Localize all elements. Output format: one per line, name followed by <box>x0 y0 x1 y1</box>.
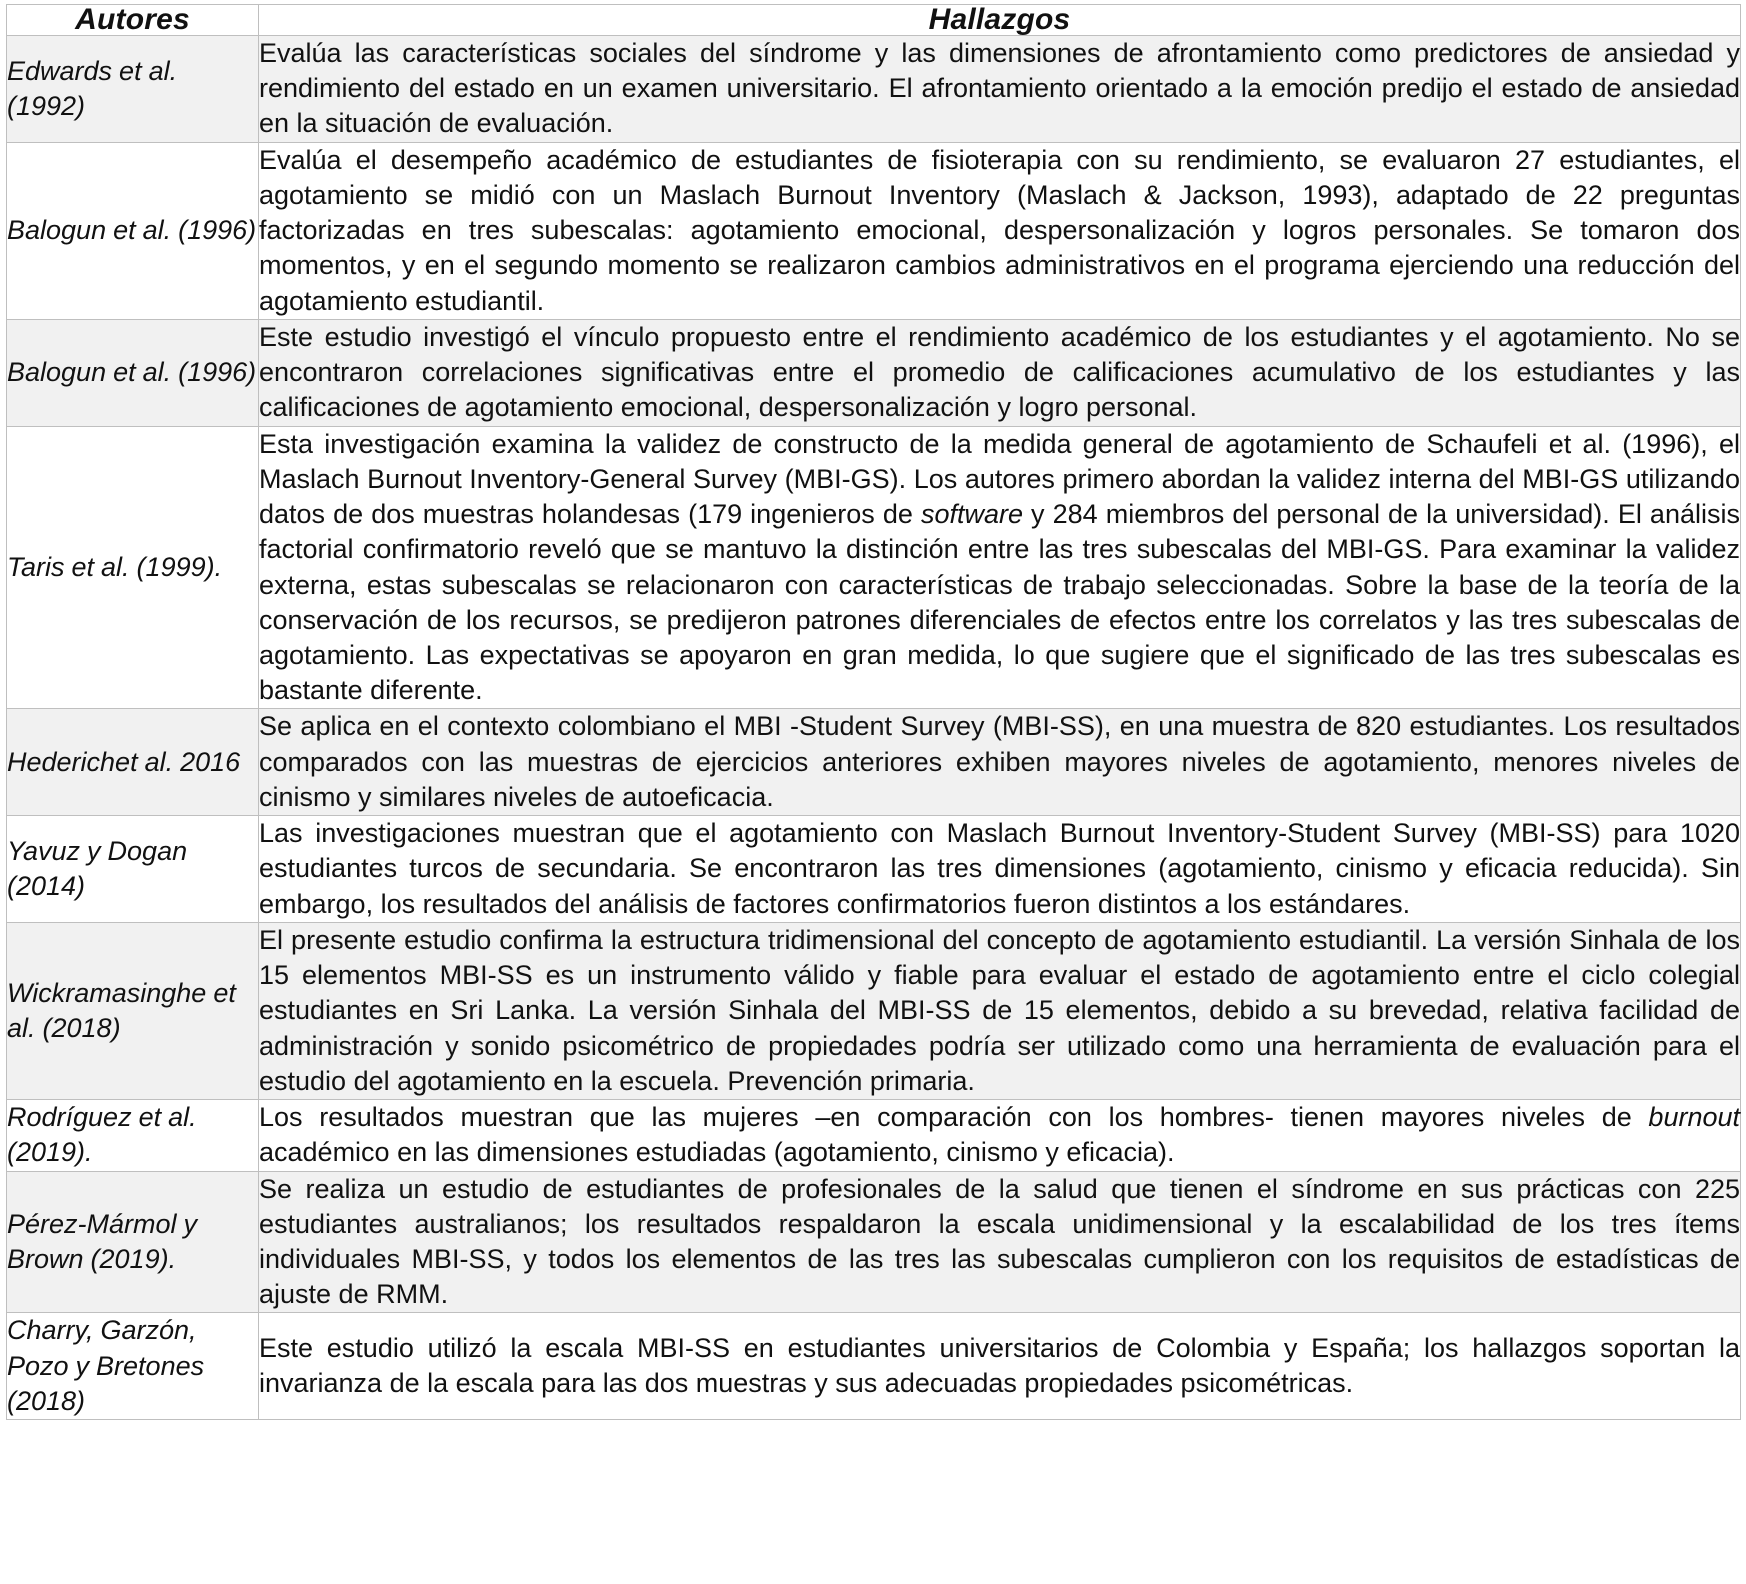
cell-hallazgos <box>259 1100 1741 1171</box>
cell-autores: Balogun et al. (1996) <box>7 142 259 319</box>
table-body <box>7 36 1741 1420</box>
hallazgos-text-pre: Los resultados muestran que las mujeres –en comparación con los hombres- tienen mayores niveles de <box>259 1102 1649 1133</box>
cell-hallazgos: Se realiza un estudio de estudiantes de profesionales de la salud que tienen el síndrome en sus prácticas con 225 estudiantes australianos; los resultados respaldaron la escala unidimensional y la escalabilidad de los tres ítems individuales MBI-SS, y todos los elementos de las tres las subescalas cumplieron con los requisitos de estadísticas de ajuste de RMM. <box>259 1171 1741 1313</box>
cell-autores: Yavuz y Dogan (2014) <box>7 816 259 923</box>
table-row <box>7 36 1741 143</box>
hallazgos-text-post: académico en las dimensiones estudiadas (agotamiento, cinismo y eficacia). <box>259 1137 1175 1168</box>
cell-autores: Balogun et al. (1996) <box>7 319 259 426</box>
table-row <box>7 1100 1741 1171</box>
hallazgos-text-pre: Esta investigación examina la validez de constructo de la medida general de agotamiento de Schaufeli et al. (1996), el Maslach Burnout Inventory-General Survey (MBI-GS). Los autores primero abordan la validez interna del MBI-GS utilizando datos de dos muestras holandesas (179 ingenieros de <box>259 428 1740 530</box>
table-row <box>7 142 1741 319</box>
table-row <box>7 816 1741 923</box>
table-row <box>7 922 1741 1099</box>
table-row <box>7 1313 1741 1419</box>
cell-autores: Pérez-Mármol y Brown (2019). <box>7 1171 259 1313</box>
hallazgos-text-emphasis: burnout <box>1648 1102 1740 1133</box>
column-header-hallazgos: Hallazgos <box>259 5 1741 36</box>
hallazgos-text-post: y 284 miembros del personal de la universidad). El análisis factorial confirmatorio reveló que se mantuvo la distinción entre las tres subescalas del MBI-GS. Para examinar la validez externa, estas subescalas se relacionaron con características de trabajo seleccionadas. Sobre la base de la teoría de la conservación de los recursos, se predijeron patrones diferenciales de efectos entre los correlatos y las tres subescalas de agotamiento. Las expectativas se apoyaron en gran medida, lo que sugiere que el significado de las tres subescalas es bastante diferente. <box>259 499 1740 706</box>
cell-hallazgos: Este estudio investigó el vínculo propuesto entre el rendimiento académico de los estudiantes y el agotamiento. No se encontraron correlaciones significativas entre el promedio de calificaciones acumulativo de los estudiantes y las calificaciones de agotamiento emocional, despersonalización y logro personal. <box>259 319 1741 426</box>
cell-hallazgos: Se aplica en el contexto colombiano el MBI -Student Survey (MBI-SS), en una muestra de 820 estudiantes. Los resultados comparados con las muestras de ejercicios anteriores exhiben mayores niveles de agotamiento, menores niveles de cinismo y similares niveles de autoeficacia. <box>259 709 1741 816</box>
hallazgos-text-emphasis: software <box>920 499 1023 530</box>
cell-autores: Charry, Garzón, Pozo y Bretones (2018) <box>7 1313 259 1419</box>
table-row <box>7 709 1741 816</box>
cell-hallazgos: Evalúa las características sociales del síndrome y las dimensiones de afrontamiento como predictores de ansiedad y rendimiento del estado en un examen universitario. El afrontamiento orientado a la emoción predijo el estado de ansiedad en la situación de evaluación. <box>259 36 1741 143</box>
cell-hallazgos: Este estudio utilizó la escala MBI-SS en estudiantes universitarios de Colombia y España; los hallazgos soportan la invarianza de la escala para las dos muestras y sus adecuadas propiedades psicométricas. <box>259 1313 1741 1419</box>
cell-hallazgos: Las investigaciones muestran que el agotamiento con Maslach Burnout Inventory-Student Survey (MBI-SS) para 1020 estudiantes turcos de secundaria. Se encontraron las tres dimensiones (agotamiento, cinismo y eficacia reducida). Sin embargo, los resultados del análisis de factores confirmatorios fueron distintos a los estándares. <box>259 816 1741 923</box>
column-header-autores: Autores <box>7 5 259 36</box>
table-row <box>7 1171 1741 1313</box>
table-row <box>7 426 1741 709</box>
cell-autores: Wickramasinghe et al. (2018) <box>7 922 259 1099</box>
cell-hallazgos: Evalúa el desempeño académico de estudiantes de fisioterapia con su rendimiento, se evaluaron 27 estudiantes, el agotamiento se midió con un Maslach Burnout Inventory (Maslach & Jackson, 1993), adaptado de 22 preguntas factorizadas en tres subescalas: agotamiento emocional, despersonalización y logros personales. Se tomaron dos momentos, y en el segundo momento se realizaron cambios administrativos en el programa ejerciendo una reducción del agotamiento estudiantil. <box>259 142 1741 319</box>
literature-review-table <box>6 4 1741 1420</box>
table-row <box>7 319 1741 426</box>
header-row <box>7 5 1741 36</box>
cell-hallazgos: El presente estudio confirma la estructura tridimensional del concepto de agotamiento estudiantil. La versión Sinhala de los 15 elementos MBI-SS es un instrumento válido y fiable para evaluar el estado de agotamiento entre el ciclo colegial estudiantes en Sri Lanka. La versión Sinhala del MBI-SS de 15 elementos, debido a su brevedad, relativa facilidad de administración y sonido psicométrico de propiedades podría ser utilizado como una herramienta de evaluación para el estudio del agotamiento en la escuela. Prevención primaria. <box>259 922 1741 1099</box>
cell-autores: Taris et al. (1999). <box>7 426 259 709</box>
cell-autores: Edwards et al. (1992) <box>7 36 259 143</box>
cell-hallazgos <box>259 426 1741 709</box>
table-header <box>7 5 1741 36</box>
cell-autores: Hederichet al. 2016 <box>7 709 259 816</box>
cell-autores: Rodríguez et al. (2019). <box>7 1100 259 1171</box>
